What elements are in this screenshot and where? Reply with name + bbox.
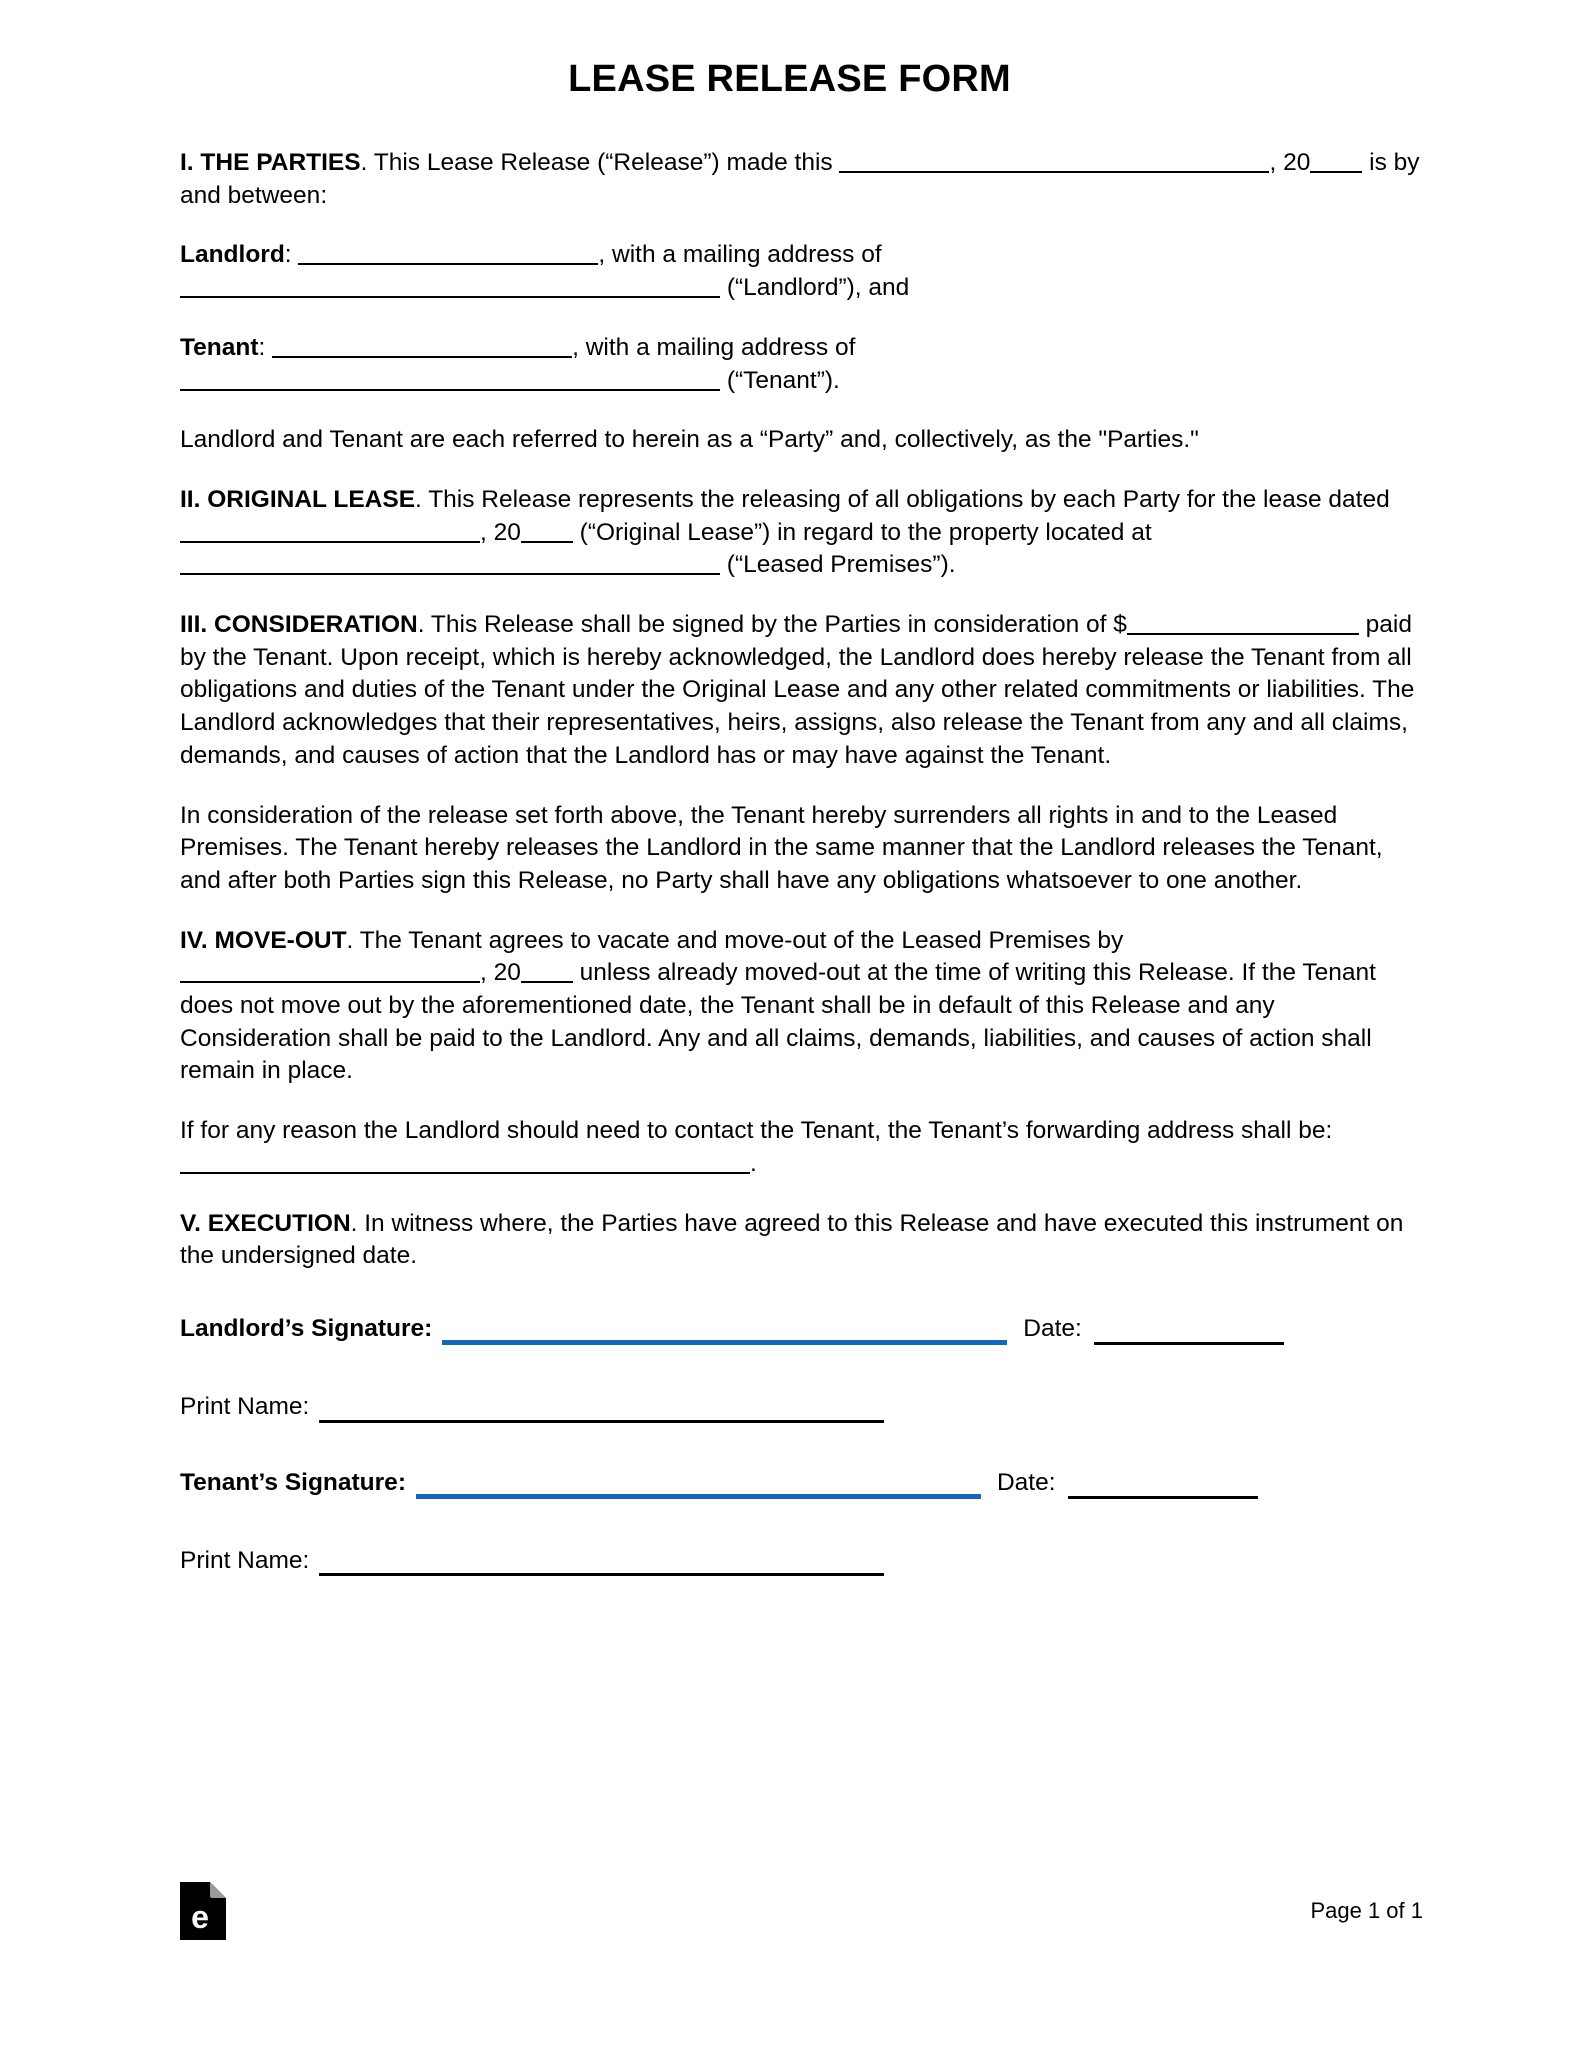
move-out-text-2: , 20 [480, 959, 521, 987]
move-out-year-blank[interactable] [521, 964, 573, 983]
landlord-date-field[interactable] [1094, 1325, 1284, 1345]
tenant-print-name-field[interactable] [319, 1556, 884, 1576]
landlord-label: Landlord [180, 241, 285, 269]
original-lease-date-blank[interactable] [180, 524, 480, 543]
landlord-block: Landlord: , with a mailing address of (“Landlord”), and [180, 241, 910, 302]
section-execution [180, 1208, 1423, 1273]
tenant-date-field[interactable] [1068, 1479, 1258, 1499]
section-heading-execution: V. EXECUTION [180, 1209, 351, 1237]
tenant-mid-text: , with a mailing address of [572, 333, 856, 361]
signature-area [180, 1313, 1423, 1576]
consideration-text-2: paid by the Tenant. Upon receipt, which is hereby acknowledged, the Landlord does hereby release the Tenant from all obligations and duties of the Tenant under the Original Lease and any other related commitments or liabilities. The Landlord acknowledges that their representatives, heirs, assigns, also release the Tenant from any and all claims, demands, and causes of action that the Landlord has or may have against the Tenant. [180, 611, 1415, 769]
landlord-signature-colon: : [424, 1314, 433, 1342]
tenant-date-label: Date: [996, 1468, 1056, 1496]
forwarding-address-blank[interactable] [180, 1155, 750, 1174]
landlord-signature-label: Landlord’s Signature [180, 1314, 425, 1342]
tenant-name-blank[interactable] [272, 339, 572, 358]
landlord-print-name-label: Print Name: [180, 1392, 310, 1420]
parties-date-blank[interactable] [839, 154, 1269, 173]
parties-definition: Landlord and Tenant are each referred to herein as a “Party” and, collectively, as the "Parties." [180, 426, 1199, 454]
section-move-out [180, 925, 1423, 1089]
eforms-document-logo-icon [180, 1882, 226, 1940]
section-original-lease [180, 484, 1423, 582]
section-heading-original-lease: II. ORIGINAL LEASE [180, 485, 416, 513]
move-out-text-1: . The Tenant agrees to vacate and move-out of the Leased Premises by [346, 926, 1124, 954]
landlord-mid-text: , with a mailing address of [598, 241, 882, 269]
original-lease-year-blank[interactable] [521, 524, 573, 543]
landlord-date-label: Date: [1023, 1314, 1082, 1342]
section-the-parties [180, 147, 1423, 212]
original-lease-text-3: (“Original Lease”) in regard to the property located at [572, 518, 1152, 546]
section-heading-move-out: IV. MOVE-OUT [180, 926, 347, 954]
landlord-address-blank[interactable] [180, 279, 720, 298]
landlord-print-name-field[interactable] [319, 1403, 884, 1423]
move-out-date-blank[interactable] [180, 964, 480, 983]
page-footer [180, 1882, 1423, 1940]
document-body [180, 147, 1423, 1273]
section-consideration [180, 609, 1423, 773]
section-heading-consideration: III. CONSIDERATION [180, 611, 418, 639]
page-title: LEASE RELEASE FORM [568, 58, 1011, 100]
original-lease-text-2: , 20 [480, 518, 521, 546]
parties-intro-1: . This Lease Release (“Release”) made this [360, 149, 840, 176]
svg-text:e: e [191, 1899, 209, 1935]
tenant-tail-text: (“Tenant”). [726, 366, 840, 394]
tenant-print-name-row [180, 1545, 1423, 1577]
tenant-print-name-label: Print Name: [180, 1546, 310, 1574]
forwarding-address-paragraph [180, 1115, 1423, 1180]
consideration-text-1: . This Release shall be signed by the Parties in consideration of $ [417, 611, 1127, 639]
original-lease-text-4: (“Leased Premises”). [720, 551, 956, 579]
landlord-signature-field[interactable] [442, 1323, 1007, 1345]
page-number: Page 1 of 1 [1310, 1898, 1423, 1923]
tenant-label: Tenant [180, 333, 259, 361]
parties-intro-2: , 20 [1269, 149, 1311, 176]
section-heading-parties: I. THE PARTIES [180, 149, 361, 176]
landlord-signature-row [180, 1313, 1423, 1345]
landlord-tail-text: (“Landlord”), and [726, 274, 910, 302]
original-lease-text-1: . This Release represents the releasing of all obligations by each Party for the lease dated [415, 485, 1390, 513]
parties-year-blank[interactable] [1310, 154, 1362, 173]
tenant-signature-field[interactable] [416, 1477, 981, 1499]
forwarding-text-2: . [750, 1149, 757, 1177]
move-out-text-3: unless already moved-out at the time of writing this Release. If the Tenant does not move out by the aforementioned date, the Tenant shall be in default of this Release and any Consideration shall be paid to the Landlord. Any and all claims, demands, liabilities, and causes of action shall remain in place. [180, 959, 1376, 1085]
parties-intro-3: is by and between: [180, 149, 1420, 209]
forwarding-text-1: If for any reason the Landlord should need to contact the Tenant, the Tenant’s forwarding address shall be: [180, 1117, 1333, 1145]
tenant-address-blank[interactable] [180, 372, 720, 391]
landlord-print-name-row [180, 1391, 1423, 1423]
landlord-name-blank[interactable] [298, 246, 598, 265]
leased-premises-blank[interactable] [180, 556, 720, 575]
consideration-paragraph-2: In consideration of the release set forth above, the Tenant hereby surrenders all rights in and to the Leased Premises. The Tenant hereby releases the Landlord in the same manner that the Landlord releases the Tenant, and after both Parties sign this Release, no Party shall have any obligations whatsoever to one another. [180, 801, 1383, 894]
tenant-block: Tenant: , with a mailing address of (“Tenant”). [180, 333, 856, 394]
tenant-signature-colon: : [397, 1468, 406, 1496]
tenant-signature-label: Tenant’s Signature [180, 1468, 398, 1496]
execution-text: . In witness where, the Parties have agreed to this Release and have executed this instrument on the undersigned date. [180, 1209, 1404, 1270]
tenant-signature-row [180, 1467, 1423, 1499]
consideration-amount-blank[interactable] [1127, 616, 1359, 635]
